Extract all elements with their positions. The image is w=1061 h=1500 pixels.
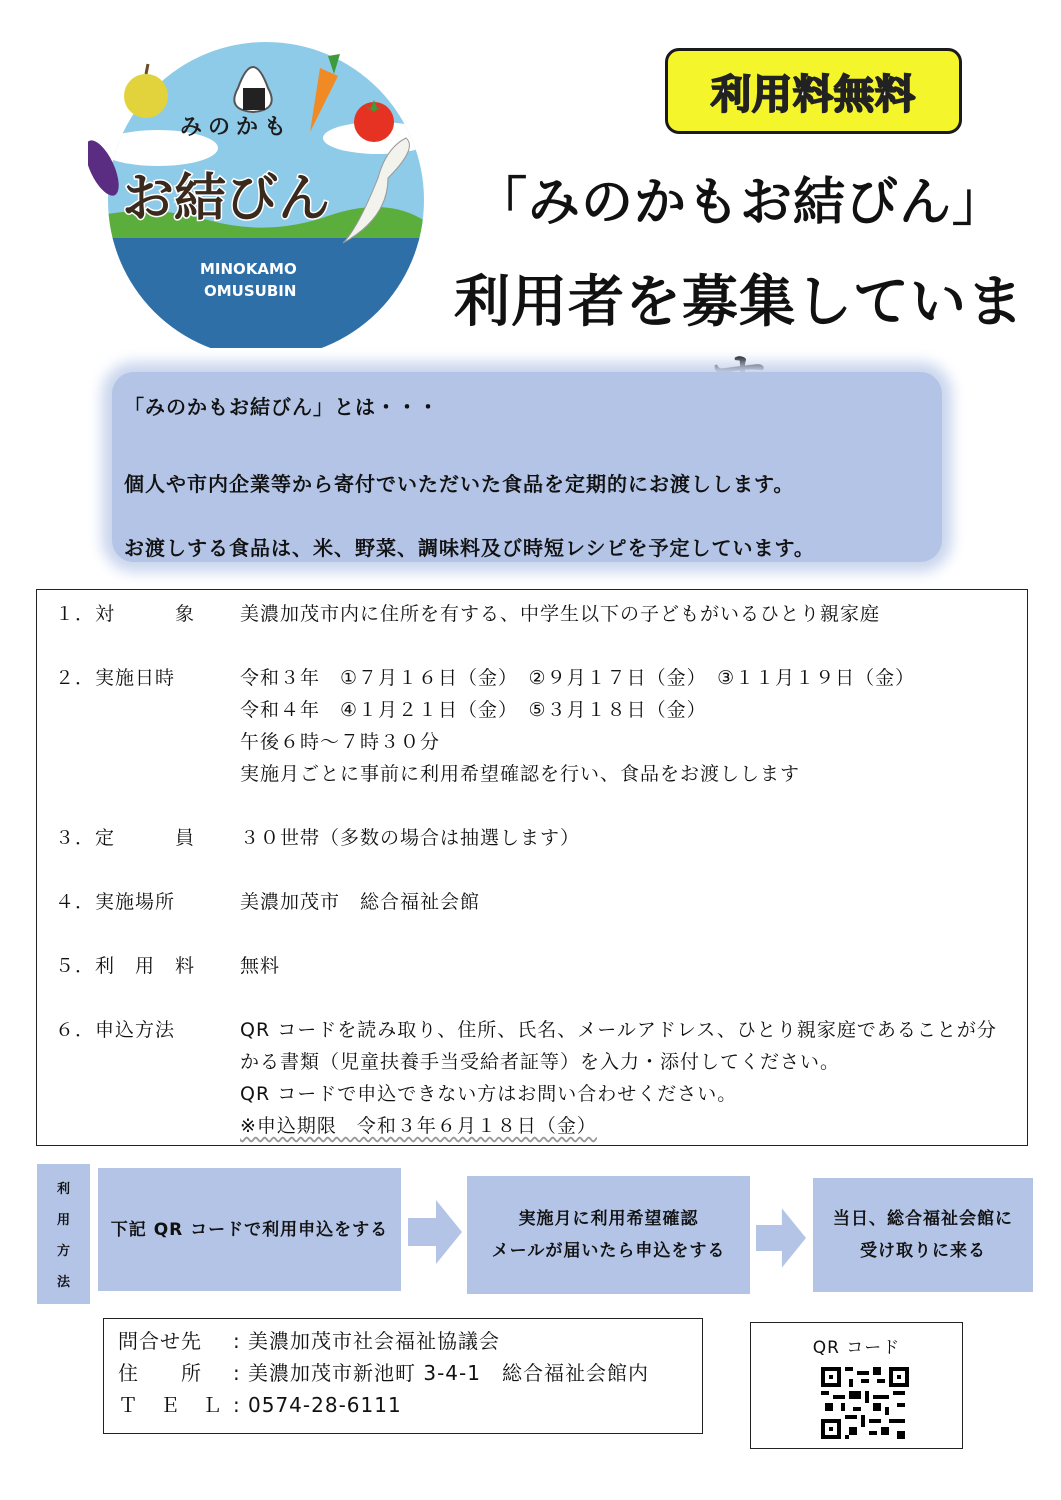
badge-label: 利用料無料: [711, 71, 916, 118]
contact-row: [118, 1357, 688, 1389]
date-line: 令和３年 ①７月１６日（金） ②９月１７日（金） ③１１月１９日（金）: [240, 667, 916, 689]
details-box: [36, 589, 1028, 1146]
detail-value: 無料: [240, 955, 281, 977]
step-text: 当日、総合福祉会館に: [833, 1209, 1013, 1229]
usage-label-char: 用: [56, 1213, 70, 1228]
qr-code-box: [750, 1322, 963, 1449]
apply-line: QR コードを読み取り、住所、氏名、メールアドレス、ひとり親家庭であることが分: [240, 1019, 997, 1041]
step-text: 受け取りに来る: [860, 1241, 986, 1261]
contact-row: [118, 1389, 688, 1421]
arrow-right-icon: [408, 1200, 462, 1264]
date-line: 令和４年 ④１月２１日（金） ⑤３月１８日（金）: [240, 699, 707, 721]
svg-text:お結びん: お結びん: [122, 169, 331, 229]
contact-separator: :: [233, 1329, 241, 1353]
contact-separator: :: [233, 1393, 241, 1417]
free-fee-badge: [665, 48, 962, 134]
contact-phone: 0574-28-6111: [248, 1393, 402, 1417]
svg-text:MINOKAMO: MINOKAMO: [200, 260, 297, 278]
usage-label-char: 利: [56, 1182, 70, 1197]
usage-method-label: [37, 1164, 90, 1304]
contact-separator: :: [233, 1361, 241, 1385]
usage-label-char: 法: [56, 1275, 70, 1290]
contact-key: 住 所: [118, 1361, 202, 1385]
contact-row: [118, 1325, 688, 1357]
detail-label: ２．実施日時: [55, 667, 176, 689]
time-line: 午後６時～７時３０分: [240, 731, 441, 753]
contact-box: [103, 1318, 703, 1434]
detail-label: ５．利 用 料: [55, 955, 196, 977]
contact-value: 美濃加茂市社会福祉協議会: [248, 1329, 500, 1353]
detail-label: １．対 象: [55, 603, 196, 625]
usage-step-2: [467, 1176, 750, 1294]
apply-line: かる書類（児童扶養手当受給者証等）を入力・添付してください。: [240, 1051, 841, 1073]
deadline-text: ※申込期限 令和３年６月１８日（金）: [240, 1115, 597, 1137]
detail-label: ４．実施場所: [55, 891, 176, 913]
detail-value: 美濃加茂市内に住所を有する、中学生以下の子どもがいるひとり親家庭: [240, 603, 881, 625]
svg-text:みのかも: みのかも: [180, 115, 293, 140]
intro-panel: [112, 372, 942, 562]
detail-value: ３０世帯（多数の場合は抽選します）: [240, 827, 581, 849]
minokamo-omusubin-logo: [88, 28, 428, 348]
apply-line: QR コードで申込できない方はお問い合わせください。: [240, 1083, 738, 1105]
qr-code-icon[interactable]: [821, 1367, 909, 1439]
page-title-line2: 利用者を募集していま: [454, 270, 1024, 335]
detail-label: ６．申込方法: [55, 1019, 176, 1041]
page-title-line1: 「みのかもお結びん」: [474, 173, 1005, 233]
svg-text:OMUSUBIN: OMUSUBIN: [204, 282, 297, 300]
intro-heading: 「みのかもお結びん」とは・・・: [124, 395, 439, 419]
intro-text: お渡しする食品は、米、野菜、調味料及び時短レシピを予定しています。: [124, 536, 815, 560]
step-text: 下記 QR コードで利用申込をする: [110, 1219, 389, 1240]
detail-value: 美濃加茂市 総合福祉会館: [240, 891, 481, 913]
qr-label: QR コード: [812, 1338, 901, 1358]
contact-value: 美濃加茂市新池町 3-4-1 総合福祉会館内: [248, 1361, 649, 1385]
detail-label: ３．定 員: [55, 827, 196, 849]
arrow-right-icon: [756, 1206, 806, 1270]
usage-step-1: [98, 1168, 401, 1291]
contact-key: Ｔ Ｅ Ｌ: [118, 1393, 223, 1417]
usage-step-3: [813, 1178, 1033, 1292]
usage-label-char: 方: [56, 1244, 70, 1259]
intro-text: 個人や市内企業等から寄付でいただいた食品を定期的にお渡しします。: [124, 472, 795, 496]
step-text: メールが届いたら申込をする: [491, 1241, 726, 1261]
contact-key: 問合せ先: [118, 1329, 202, 1353]
step-text: 実施月に利用希望確認: [518, 1209, 699, 1229]
note-line: 実施月ごとに事前に利用希望確認を行い、食品をお渡しします: [240, 763, 801, 785]
